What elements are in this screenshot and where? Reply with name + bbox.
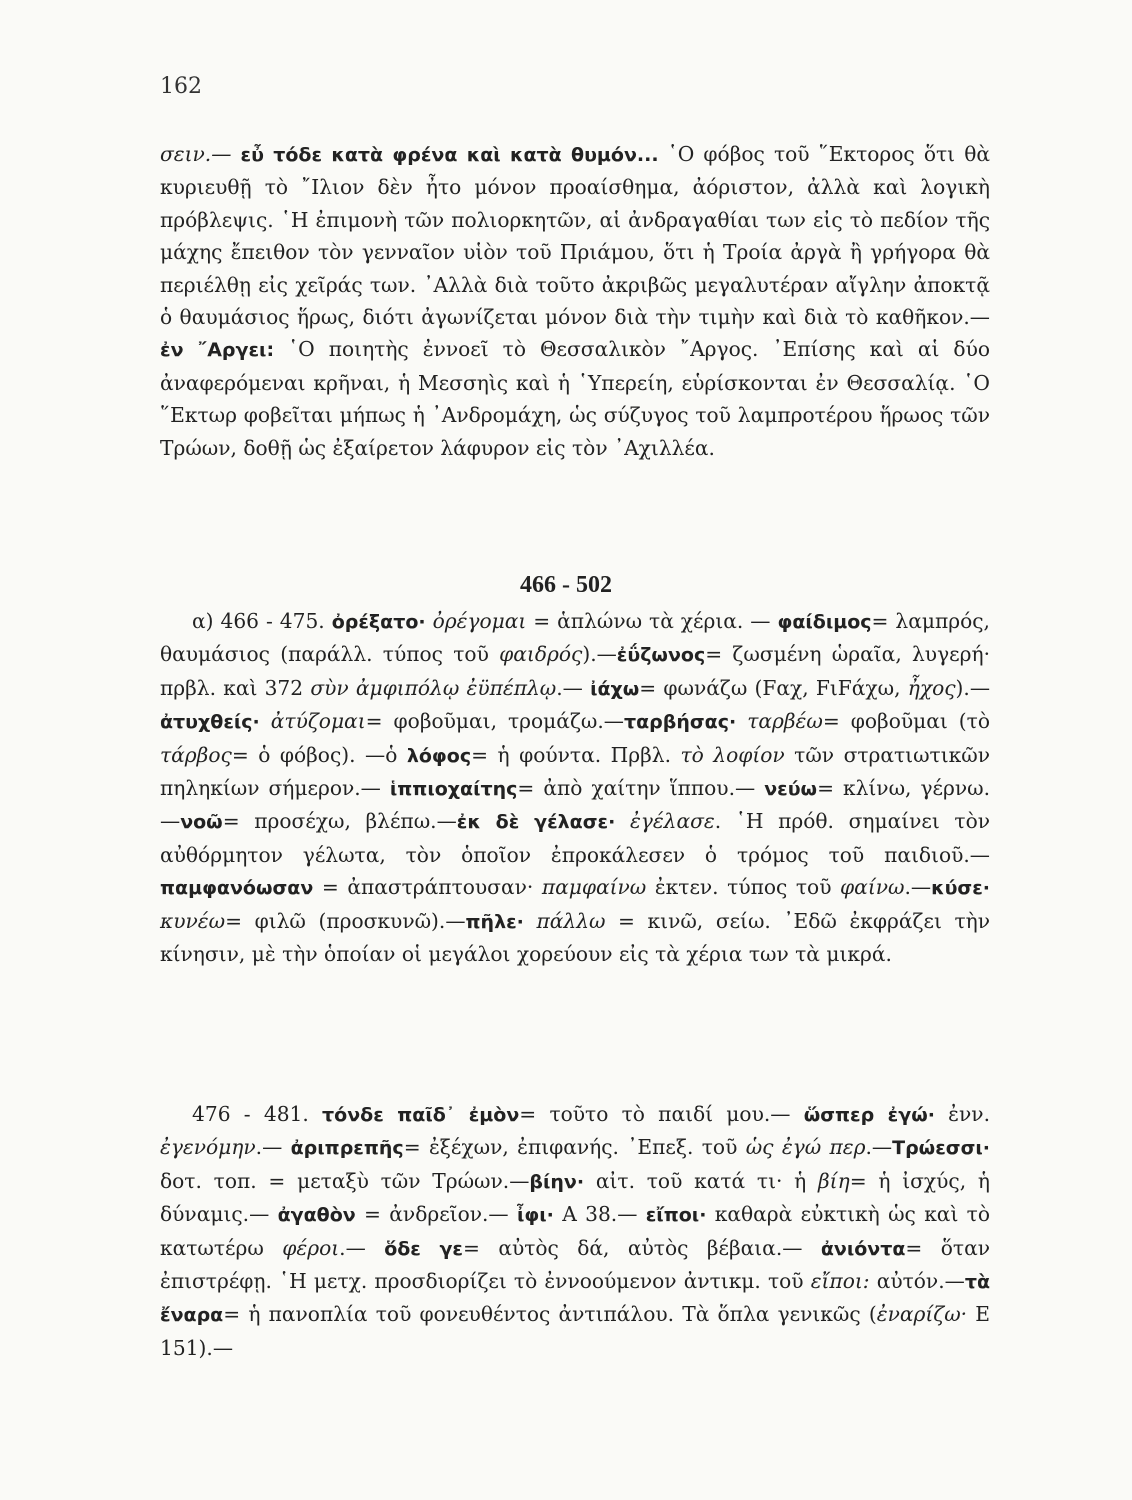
text-run: ).— (955, 675, 991, 700)
text-run: = ἡ πανοπλία τοῦ φονευθέντος ἀντιπάλου. Τὰ ὅπλα γενικῶς ( (223, 1302, 877, 1327)
text-run: = λαμπρός, θαυμάσιος (παράλλ. τύπος τοῦ (160, 609, 990, 667)
lemma-term: ἱππιοχαίτης (389, 778, 518, 801)
lemma-term: τὰ ἔναρα (160, 1271, 990, 1327)
lemma-term: ἀτυχθείς· (160, 711, 260, 734)
italic-term: σὺν ἀμφιπόλῳ ἐϋπέπλῳ (310, 675, 557, 700)
lemma-term: λόφος (406, 744, 472, 767)
lemma-term: νεύω (764, 778, 818, 801)
text-run: .— (255, 1135, 291, 1160)
lemma-term: πῆλε· (465, 910, 524, 933)
text-run: = κλίνω, γέρνω. — (160, 776, 990, 834)
text-run: τῶν στρατιωτικῶν πηληκίων σήμερον.— (160, 742, 990, 801)
text-run: = ἀπαστράπτουσαν· (313, 875, 542, 900)
paragraph-text (160, 1098, 990, 1364)
text-run: αὐτόν.— (869, 1269, 965, 1294)
italic-term: παμφαίνω (541, 875, 647, 900)
paragraph-text (160, 138, 990, 464)
text-run: = προσέχω, βλέπω.— (222, 809, 457, 834)
text-run: = φοβοῦμαι, τρομάζω.— (365, 709, 624, 734)
text-run: .— (556, 675, 591, 700)
text-run: Α 38.— (553, 1202, 646, 1227)
text-run: ῾Ο ποιητὴς ἐννοεῖ τὸ Θεσσαλικὸν ῎Αργος. ᾿Επίσης καὶ αἱ δύο ἀναφερόμεναι κρῆναι, ἡ Μεσσηὶς καὶ ἡ ῾Υπερείη, εὑρίσκονται ἐν Θεσσαλίᾳ. ῾Ο ῞Εκτωρ φοβεῖται μήπως ἡ ᾿Ανδρομάχη, ὡς σύζυγος τοῦ λαμπροτέρου ἥρωος τῶν Τρώων, δοθῇ ὡς ἐξαίρετον λάφυρον εἰς τὸν ᾿Αχιλλέα. (160, 337, 990, 460)
text-run: Ε 151).— (160, 1302, 991, 1360)
lemma-term: φαίδιμος (777, 611, 872, 633)
italic-term: πάλλω (523, 908, 606, 933)
lemma-term: ὥσπερ ἐγώ· (803, 1104, 935, 1126)
text-run: ).— (582, 642, 617, 667)
lemma-term: ἰάχω (590, 677, 640, 700)
italic-term: σειν.— (160, 142, 241, 166)
italic-term: φέροι (282, 1235, 340, 1260)
text-run: ἐνν. (934, 1102, 990, 1126)
text-run: .— (904, 875, 932, 900)
lemma-term: νοῶ (180, 811, 223, 834)
italic-term: τάρβος (160, 742, 232, 767)
page-number: 162 (160, 74, 202, 99)
lemma-term: ταρβήσας· (623, 711, 737, 734)
text-run: = ἡ ἰσχύς, ἡ δύναμις.— (160, 1168, 990, 1227)
lemma-term: εἴποι· (645, 1204, 707, 1227)
paragraph-466-475 (160, 605, 990, 970)
lemma-term: ἀριπρεπῆς (290, 1137, 404, 1160)
text-run: 476 - 481. (192, 1102, 323, 1126)
paragraph-476-481 (160, 1098, 990, 1364)
text-run: = κινῶ, σείω. ᾿Εδῶ ἐκφράζει τὴν κίνησιν, μὲ τὴν ὁποίαν οἱ μεγάλοι χορεύουν εἰς τὰ χέρια των τὰ μικρά. (160, 908, 990, 967)
text-run: = ὅταν ἐπιστρέφῃ. ῾Η μετχ. προσδιορίζει τὸ ἐννοούμενον ἀντικμ. τοῦ (160, 1235, 990, 1294)
text-run: καθαρὰ εὐκτικὴ ὡς καὶ τὸ κατωτέρω (160, 1202, 991, 1260)
italic-term: ἐγενόμην (160, 1135, 256, 1160)
text-run: = ἐξέχων, ἐπιφανής. ᾿Επεξ. τοῦ (403, 1135, 746, 1160)
text-run: = φωνάζω (Fαχ, FιFάχω, (639, 675, 908, 700)
italic-term: ὀρέγομαι (425, 609, 527, 633)
text-run: δοτ. τοπ. = μεταξὺ τῶν Τρώων.— (160, 1168, 530, 1193)
text-run: = ζωσμένη ὡραῖα, λυγερή· πρβλ. καὶ 372 (160, 642, 990, 700)
text-run: = ἀνδρεῖον.— (355, 1202, 517, 1227)
italic-term: φαιδρός (499, 642, 583, 667)
text-run: αἰτ. τοῦ κατά τι· ἡ (584, 1168, 819, 1193)
text-run: . ῾Η πρόθ. σημαίνει τὸν αὐθόρμητον γέλωτα, τὸν ὁποῖον ἐπροκάλεσεν ὁ τρόμος τοῦ παιδιοῦ.— (160, 809, 990, 867)
text-run: = ἀπὸ χαίτην ἵππου.— (517, 776, 765, 801)
text-run: = φιλῶ (προσκυνῶ).— (225, 908, 466, 933)
text-run: = φοβοῦμαι (τὸ (822, 709, 990, 734)
lemma-term: εὖ τόδε κατὰ φρένα καὶ κατὰ θυμόν... (240, 144, 659, 166)
text-run: = αὐτὸς δά, αὐτὸς βέβαια.— (463, 1235, 821, 1260)
text-run: .— (339, 1235, 385, 1260)
italic-term: βίη (818, 1168, 850, 1193)
text-run: α) 466 - 475. (192, 609, 332, 633)
italic-term: εἴποι: (810, 1269, 870, 1294)
lemma-term: παμφανόωσαν (160, 877, 314, 900)
italic-term: ὡς ἐγώ περ (745, 1135, 866, 1160)
italic-term: ταρβέω (736, 709, 823, 734)
text-run: = τοῦτο τὸ παιδί μου.— (519, 1102, 804, 1126)
italic-term: φαίνω (840, 875, 905, 900)
italic-term: τὸ λοφίον (680, 742, 785, 767)
lemma-term: ἐΰζωνος (616, 644, 706, 667)
text-run: = ἡ φούντα. Πρβλ. (471, 742, 681, 767)
section-heading: 466 - 502 (520, 572, 612, 598)
lemma-term: ἀνιόντα (820, 1237, 906, 1260)
text-run: .— (865, 1135, 893, 1160)
italic-term: ἦχος (907, 675, 956, 700)
italic-term: ἀτύζομαι (259, 709, 366, 734)
lemma-term: ὅδε γε (384, 1237, 463, 1260)
lemma-term: ἐν ῎Αργει: (160, 339, 275, 362)
italic-term: κυνέω (160, 908, 226, 933)
paragraph-continuation (160, 138, 990, 464)
lemma-term: ἀγαθὸν (277, 1204, 356, 1227)
lemma-term: βίην· (529, 1170, 585, 1193)
lemma-term: Τρώεσσι· (892, 1137, 990, 1160)
text-run: = ἁπλώνω τὰ χέρια. — (526, 609, 778, 633)
text-run: ἐκτεν. τύπος τοῦ (646, 875, 841, 900)
lemma-term: ἐκ δὲ γέλασε· (456, 811, 616, 834)
italic-term: ἐναρίζω· (876, 1302, 968, 1327)
lemma-term: ὀρέξατο· (331, 611, 426, 633)
lemma-term: κύσε· (931, 877, 990, 900)
lemma-term: ἶφι· (516, 1204, 554, 1227)
lemma-term: τόνδε παῖδ᾿ ἐμὸν (322, 1104, 520, 1126)
text-run: = ὁ φόβος). —ὁ (231, 742, 407, 767)
italic-term: ἐγέλασε (615, 809, 715, 834)
text-run: ῾Ο φόβος τοῦ ῞Εκτορος ὅτι θὰ κυριευθῇ τὸ ῎Ιλιον δὲν ἦτο μόνον προαίσθημα, ἀόριστον, ἀλλὰ καὶ λογικὴ πρόβλεψις. ῾Η ἐπιμονὴ τῶν πολιορκητῶν, αἱ ἀνδραγαθίαι των εἰς τὸ πεδίον τῆς μάχης ἔπειθον τὸν γενναῖον υἱὸν τοῦ Πριάμου, ὅτι ἡ Τροία ἀργὰ ἢ γρήγορα θὰ περιέλθῃ εἰς χεῖράς των. ᾿Αλλὰ διὰ τοῦτο ἀκριβῶς μεγαλυτέραν αἴγλην ἀποκτᾷ ὁ θαυμάσιος ἥρως, διότι ἀγωνίζεται μόνον διὰ τὴν τιμὴν καὶ διὰ τὸ καθῆκον.— (160, 142, 990, 330)
paragraph-text (160, 605, 990, 970)
